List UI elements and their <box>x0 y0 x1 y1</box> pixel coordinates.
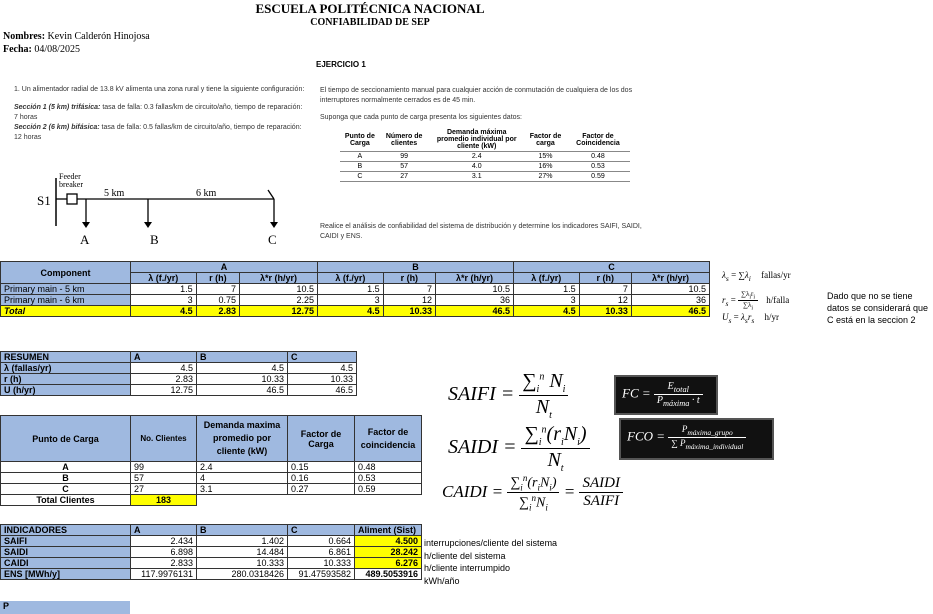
name-line <box>3 31 150 42</box>
given-table-row <box>340 152 630 162</box>
row-label: Primary main - 6 km <box>1 295 131 306</box>
footer-cell[interactable]: P <box>0 601 130 614</box>
table-row <box>1 295 710 306</box>
date-label: Fecha: <box>3 44 32 55</box>
cell[interactable]: 46.5 <box>435 306 513 317</box>
indicator-units <box>424 537 557 587</box>
fc-symbol: FC <box>622 385 639 401</box>
saidi-unit: h/cliente del sistema <box>424 550 506 561</box>
cell[interactable]: 36 <box>631 295 709 306</box>
name-label: Nombres: <box>3 31 46 42</box>
problem-right-2: Suponga que cada punto de carga presenta los siguientes datos: <box>320 114 522 121</box>
given-cell: 27% <box>525 172 566 182</box>
cell[interactable]: 4.5 <box>131 363 197 374</box>
subheader-cell: λ*r (h/yr) <box>240 273 318 284</box>
cell[interactable]: 27 <box>131 484 197 495</box>
cell[interactable]: 0.27 <box>288 484 355 495</box>
cell[interactable]: 12 <box>579 295 631 306</box>
carga-header: Factor de coincidencia <box>355 416 422 462</box>
caidi-formula: CAIDI = $\frac{\sum_i^n(r_iN_i)}{\sum_i^nN_i}$ = $\frac{\text{SAIDI}}{\text{SAIFI}}$ <box>442 473 623 513</box>
carga-header: No. Clientes <box>131 416 197 462</box>
group-header-b: B <box>318 262 514 273</box>
cell[interactable]: 1.5 <box>318 284 384 295</box>
cell[interactable]: 28.242 <box>355 547 422 558</box>
table-row <box>1 473 422 484</box>
resumen-header: B <box>197 352 288 363</box>
carga-header: Factor de Carga <box>288 416 355 462</box>
subheader-cell: λ*r (h/yr) <box>631 273 709 284</box>
subheader-cell: λ (f./yr) <box>318 273 384 284</box>
problem-right-1: El tiempo de seccionamiento manual para cualquier acción de conmutación de cualquiera de los dos interruptores normalmente cerrados es de 45 min. <box>320 87 633 104</box>
table-row <box>1 363 357 374</box>
given-header-cell: Punto de Carga <box>340 128 380 152</box>
cell[interactable]: 1.5 <box>513 284 579 295</box>
section1-label: Sección 1 (5 km) trifásica: <box>14 104 101 111</box>
cell[interactable]: 2.25 <box>240 295 318 306</box>
caidi-unit: h/cliente interrumpido <box>424 563 511 573</box>
given-cell: 0.59 <box>566 172 630 182</box>
subheader-cell: λ (f./yr) <box>131 273 197 284</box>
cell[interactable]: 3 <box>513 295 579 306</box>
cell[interactable]: 0.664 <box>288 536 355 547</box>
table-row <box>1 536 422 547</box>
given-cell: B <box>340 162 380 172</box>
cell[interactable]: 4.5 <box>197 363 288 374</box>
cell[interactable]: 1.5 <box>131 284 197 295</box>
cell[interactable]: 0.15 <box>288 462 355 473</box>
u-unit: h/yr <box>764 312 780 322</box>
indicadores-header: Aliment (Sist) <box>355 525 422 536</box>
carga-header: Demanda maxima promedio por cliente (kW) <box>197 416 288 462</box>
cell[interactable]: 10.33 <box>383 306 435 317</box>
cell[interactable]: 10.333 <box>288 558 355 569</box>
table-row <box>1 462 422 473</box>
given-table-header <box>340 128 630 152</box>
cell[interactable]: 12.75 <box>240 306 318 317</box>
total-row <box>1 306 710 317</box>
given-cell: 57 <box>380 162 429 172</box>
date-line <box>3 44 80 55</box>
indicadores-header: INDICADORES <box>1 525 131 536</box>
cell[interactable]: 2.83 <box>131 374 197 385</box>
cell[interactable]: 1.402 <box>197 536 288 547</box>
saidi-symbol: SAIDI <box>448 436 498 459</box>
row-label: U (h/yr) <box>1 385 131 396</box>
cell[interactable]: 6.898 <box>131 547 197 558</box>
cell[interactable]: 10.5 <box>435 284 513 295</box>
group-header-a: A <box>131 262 318 273</box>
cell[interactable]: 4.5 <box>513 306 579 317</box>
cell[interactable]: 0.53 <box>355 473 422 484</box>
cell[interactable]: 2.833 <box>131 558 197 569</box>
given-cell: C <box>340 172 380 182</box>
load-b-label: B <box>150 232 159 247</box>
source-label: S1 <box>37 193 51 208</box>
cell[interactable]: 12 <box>383 295 435 306</box>
u-formula: $U_s = \lambda_sr_s$ h/yr <box>722 312 780 325</box>
cell[interactable]: 0.48 <box>355 462 422 473</box>
given-cell: 99 <box>380 152 429 162</box>
given-header-cell: Número de clientes <box>380 128 429 152</box>
assumption-note: Dado que no se tiene datos se considerará que C está en la seccion 2 <box>827 291 929 325</box>
component-header-row <box>1 262 710 273</box>
row-label: SAIDI <box>1 547 131 558</box>
indicadores-header-row <box>1 525 422 536</box>
cell[interactable]: 10.333 <box>197 558 288 569</box>
carga-header-row <box>1 416 422 462</box>
cell[interactable]: 46.5 <box>631 306 709 317</box>
cell[interactable]: 489.5053916 <box>355 569 422 580</box>
section2-label: Sección 2 (6 km) bifásica: <box>14 124 100 131</box>
cell[interactable]: 6.276 <box>355 558 422 569</box>
segment1-label: 5 km <box>104 188 125 199</box>
subheader-cell: r (h) <box>579 273 631 284</box>
table-row <box>1 374 357 385</box>
given-table-row <box>340 172 630 182</box>
cell[interactable]: 46.5 <box>288 385 357 396</box>
row-label: C <box>1 484 131 495</box>
table-row <box>1 385 357 396</box>
total-clients-row <box>1 495 422 506</box>
cell[interactable]: 36 <box>435 295 513 306</box>
cell[interactable]: 7 <box>579 284 631 295</box>
given-header-cell: Factor de carga <box>525 128 566 152</box>
resumen-header: RESUMEN <box>1 352 131 363</box>
given-cell: 0.48 <box>566 152 630 162</box>
table-row <box>1 284 710 295</box>
load-c-label: C <box>268 232 277 247</box>
row-label: r (h) <box>1 374 131 385</box>
row-label: ENS [MWh/y] <box>1 569 131 580</box>
cell[interactable]: 7 <box>383 284 435 295</box>
cell[interactable]: 3 <box>131 295 197 306</box>
caidi-symbol: CAIDI <box>442 481 488 501</box>
given-table-row <box>340 162 630 172</box>
subheader-cell: r (h) <box>196 273 239 284</box>
section1-desc <box>14 103 306 123</box>
row-label: SAIFI <box>1 536 131 547</box>
given-cell: 16% <box>525 162 566 172</box>
cell[interactable]: 0.16 <box>288 473 355 484</box>
cell[interactable]: 0.75 <box>196 295 239 306</box>
cell[interactable]: 57 <box>131 473 197 484</box>
cell[interactable]: 99 <box>131 462 197 473</box>
saifi-formula: SAIFI = $\frac{\sum_i^n N_i}{N_t}$ <box>448 370 568 421</box>
lambda-unit: fallas/yr <box>761 270 791 280</box>
total-label: Total <box>1 306 131 317</box>
r-formula: $r_s$ = $\frac{\sum\lambda_ir_i}{\sum\lambda_i}$ h/falla <box>722 290 790 312</box>
cell[interactable]: 4 <box>197 473 288 484</box>
given-header-cell: Demanda máxima promedio individual por cliente (kW) <box>428 128 525 152</box>
cell[interactable]: 10.5 <box>240 284 318 295</box>
caidi-ratio-bottom: SAIFI <box>583 493 620 510</box>
given-cell: 27 <box>380 172 429 182</box>
section1-text: tasa de falla: 0.3 fallas/km de circuito/año, tiempo de reparación: 7 horas <box>14 104 303 121</box>
fco-formula-box: FCO = $\frac{P_{máxima\_grupo}}{\sum P_{máxima\_individual}}$ <box>619 418 774 460</box>
lambda-formula: $\lambda_s = \sum\lambda_i$ fallas/yr <box>722 270 791 283</box>
cell[interactable]: 4.5 <box>288 363 357 374</box>
total-clients-label: Total Clientes <box>1 495 131 506</box>
row-label: A <box>1 462 131 473</box>
section2-text: tasa de falla: 0.5 fallas/km de circuito/año, tiempo de reparación: 12 horas <box>14 124 302 141</box>
row-label: B <box>1 473 131 484</box>
given-data-table <box>340 128 630 182</box>
table-row <box>1 484 422 495</box>
exercise-title: EJERCICIO 1 <box>316 60 366 69</box>
cell[interactable]: 10.33 <box>288 374 357 385</box>
fco-symbol: FCO <box>627 428 653 444</box>
name-value: Kevin Calderón Hinojosa <box>47 31 150 42</box>
row-label: CAIDI <box>1 558 131 569</box>
given-cell: 4.0 <box>428 162 525 172</box>
cell[interactable]: 0.59 <box>355 484 422 495</box>
carga-header: Punto de Carga <box>1 416 131 462</box>
problem-p1: 1. Un alimentador radial de 13.8 kV alimenta una zona rural y tiene la siguiente configuración: <box>14 86 305 93</box>
table-row <box>1 547 422 558</box>
saifi-symbol: SAIFI <box>448 383 496 406</box>
row-label: λ (fallas/yr) <box>1 363 131 374</box>
resumen-table <box>0 351 357 396</box>
load-a-label: A <box>80 232 90 247</box>
r-unit: h/falla <box>766 294 790 305</box>
cell[interactable]: 10.5 <box>631 284 709 295</box>
cell[interactable]: 2.434 <box>131 536 197 547</box>
side-formulas <box>722 270 822 325</box>
saidi-formula: SAIDI = $\frac{\sum_i^n(r_iN_i)}{N_t}$ <box>448 423 590 474</box>
course-title: CONFIABILIDAD DE SEP <box>310 17 430 28</box>
cell[interactable]: 12.75 <box>131 385 197 396</box>
caidi-ratio-top: SAIDI <box>579 475 623 493</box>
given-cell: A <box>340 152 380 162</box>
row-label: Primary main - 5 km <box>1 284 131 295</box>
cell[interactable]: 4.5 <box>318 306 384 317</box>
date-value: 04/08/2025 <box>34 44 80 55</box>
given-header-cell: Factor de Coincidencia <box>566 128 630 152</box>
indicadores-header: C <box>288 525 355 536</box>
segment2-label: 6 km <box>196 188 217 199</box>
indicadores-table <box>0 524 422 580</box>
cell[interactable]: 6.861 <box>288 547 355 558</box>
indicadores-header: A <box>131 525 197 536</box>
resumen-header: A <box>131 352 197 363</box>
given-cell: 0.53 <box>566 162 630 172</box>
given-cell: 2.4 <box>428 152 525 162</box>
breaker-label: Feeder breaker <box>59 172 83 189</box>
fc-formula-box: FC = $\frac{E_{total}}{P_{máxima} \cdot t}$ <box>614 375 718 415</box>
saifi-unit: interrupciones/cliente del sistema <box>424 538 558 548</box>
table-row <box>1 569 422 580</box>
resumen-header: C <box>288 352 357 363</box>
subheader-cell: λ (f./yr) <box>513 273 579 284</box>
component-table <box>0 261 710 317</box>
given-cell: 3.1 <box>428 172 525 182</box>
problem-left <box>14 85 306 143</box>
cell[interactable]: 10.33 <box>579 306 631 317</box>
component-header: Component <box>1 262 131 284</box>
cell[interactable]: 7 <box>196 284 239 295</box>
cell[interactable]: 14.484 <box>197 547 288 558</box>
section2-desc <box>14 123 306 143</box>
cell[interactable]: 2.83 <box>196 306 239 317</box>
cell[interactable]: 117.9976131 <box>131 569 197 580</box>
indicadores-header: B <box>197 525 288 536</box>
cell[interactable]: 3 <box>318 295 384 306</box>
cell[interactable]: 4.5 <box>131 306 197 317</box>
table-row <box>1 558 422 569</box>
total-clients-value[interactable]: 183 <box>131 495 197 506</box>
resumen-header-row <box>1 352 357 363</box>
carga-table <box>0 415 422 506</box>
subheader-cell: r (h) <box>383 273 435 284</box>
cell[interactable]: 91.47593582 <box>288 569 355 580</box>
cell[interactable]: 2.4 <box>197 462 288 473</box>
subheader-cell: λ*r (h/yr) <box>435 273 513 284</box>
cell[interactable]: 280.0318426 <box>197 569 288 580</box>
group-header-c: C <box>513 262 709 273</box>
cell[interactable]: 4.500 <box>355 536 422 547</box>
cell[interactable]: 46.5 <box>197 385 288 396</box>
cell[interactable]: 3.1 <box>197 484 288 495</box>
cell[interactable]: 10.33 <box>197 374 288 385</box>
ens-unit: kWh/año <box>424 575 460 586</box>
given-cell: 15% <box>525 152 566 162</box>
problem-right-3: Realice el análisis de confiabilidad del sistema de distribución y determine los indicadores SAIFI, SAIDI, CAIDI y ENS. <box>320 223 642 240</box>
school-title: ESCUELA POLITÉCNICA NACIONAL <box>255 1 485 16</box>
